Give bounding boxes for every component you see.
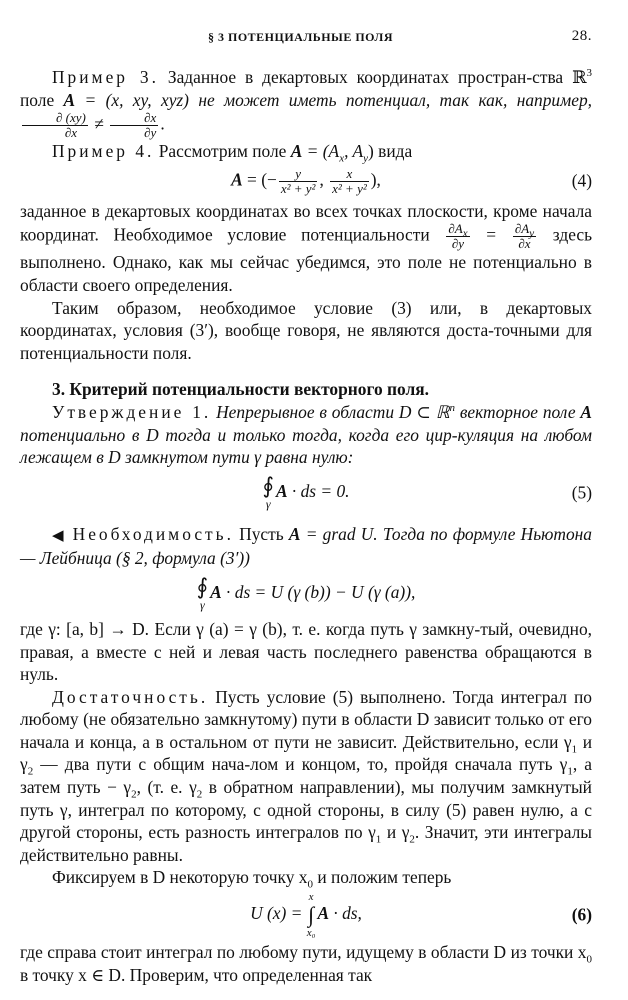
- final-text-a: где справа стоит интеграл по любому пути, идущему в области D из точки x: [20, 942, 587, 963]
- example-3-sup: 3: [586, 67, 593, 80]
- example-4-paragraph: [20, 140, 592, 163]
- sufficiency-text-g: и γ: [381, 822, 410, 843]
- gamma-sub: 2: [131, 788, 137, 801]
- section-3-heading: 3. Критерий потенциальности векторного поля.: [52, 379, 429, 400]
- fraction-denominator: ∂y: [451, 236, 465, 252]
- field-description-paragraph: [20, 200, 592, 297]
- fraction-denominator: ∂x: [518, 236, 531, 252]
- necessity-vector: A: [288, 523, 301, 544]
- equation-4-fraction-1: [279, 167, 318, 196]
- example-3-text-c: = (x, xy, xyz) не может иметь потенциал, так как, например,: [75, 89, 592, 110]
- statement-1-text-c: потенциально в D тогда и только тогда, когда его цир-куляция на любом лежащем в D замкнутом пути γ равна нулю:: [20, 424, 592, 468]
- example-4-text-c: , A: [344, 141, 364, 162]
- statement-1-sup: n: [449, 402, 455, 415]
- equation-4-lhs: A: [231, 169, 243, 190]
- running-head-title: § 3 ПОТЕНЦИАЛЬНЫЕ ПОЛЯ: [208, 30, 394, 44]
- sufficiency-paragraph: [20, 686, 592, 867]
- sufficiency-label: Достаточность.: [52, 686, 209, 707]
- example-3-text-b: поле: [20, 89, 64, 110]
- sufficiency-text-f: в обратном направлении), мы получим замкнутый путь γ, интеграл по которому, с одной стороны, в силу (5) равен нулю, а с другой стороны, есть разность интегралов по γ: [20, 777, 592, 843]
- gamma-sub: 1: [571, 743, 578, 756]
- final-text-b: в точку x ∈ D. Проверим, что определенная так: [20, 964, 373, 985]
- numerator-sub: y: [529, 227, 535, 240]
- gamma-sub: 1: [375, 833, 382, 846]
- example-3-fraction-1: [22, 111, 88, 140]
- integral-symbol: ∮: [196, 573, 209, 599]
- statement-1-label: Утверждение 1.: [52, 401, 212, 422]
- integral-symbol: ∮: [262, 472, 274, 498]
- example-3-text-a: Заданное в декартовых координатах простран-ства ℝ: [158, 67, 587, 87]
- sufficiency-text-b: и γ: [20, 731, 592, 775]
- integral-sign: [307, 891, 316, 939]
- sufficiency-text-h: . Значит, эти интегралы действительно равны.: [20, 822, 592, 865]
- sufficiency-text-a: Пусть условие (5) выполнено. Тогда интеграл по любому (не обязательно замкнутому) пути в области D зависит только от его начала и конца, а в остальном от пути не зависит. Действительно, если γ: [20, 686, 592, 752]
- sufficiency-text-e: , (т. е. γ: [136, 777, 197, 798]
- equation-4-comma: ,: [319, 169, 329, 190]
- example-4-text-d: ) вида: [367, 141, 413, 162]
- integral-subscript: γ: [265, 496, 271, 511]
- example-4-text-a: Рассмотрим поле: [154, 141, 291, 162]
- numerator-text: ∂A: [448, 221, 463, 237]
- equation-4-open: (−: [261, 169, 277, 190]
- field-description-text-b: здесь выполнено. Однако, как мы сейчас убедимся, это поле не потенциально в области своего определения.: [20, 224, 592, 295]
- fraction-denominator: ∂x: [64, 125, 78, 141]
- equation-5: [20, 472, 592, 511]
- contour-integral-sign: [196, 573, 209, 612]
- equation-4-eq: =: [242, 169, 262, 190]
- equation-4: [20, 167, 592, 196]
- not-equal-sign: ≠: [89, 113, 109, 134]
- closed-path-paragraph: где γ: [a, b] → D. Если γ (a) = γ (b), т. е. когда путь γ замкну-тый, очевидно, правая, а вместе с ней и левая часть последнего равенства обращаются в нуль.: [20, 618, 592, 685]
- proof-start-marker: ◀: [52, 527, 65, 544]
- equation-number: (4): [571, 170, 592, 191]
- fix-point-text-a: Фиксируем в D некоторую точку x: [52, 867, 308, 888]
- equation-number: (6): [571, 904, 592, 925]
- equation-4-close: ),: [370, 169, 381, 190]
- integral-lower-limit: x₀: [306, 927, 316, 940]
- fix-point-paragraph: [20, 866, 592, 889]
- newton-leibniz-body: · ds = U (γ (b)) − U (γ (a)),: [221, 581, 416, 602]
- fraction-numerator: y: [279, 167, 318, 182]
- page-body: [20, 66, 592, 986]
- gamma-sub: 2: [27, 765, 34, 778]
- equation-5-vector: A: [275, 480, 288, 501]
- fraction-denominator: ∂y: [144, 125, 157, 141]
- fix-point-text-b: и положим теперь: [312, 867, 452, 888]
- field-description-text-a: заданное в декартовых координатах во всех точках плоскости, кроме начала координат. Необходимое условие потенциальности: [20, 200, 592, 245]
- sufficiency-text-d: , а затем путь − γ: [20, 754, 592, 798]
- integral-symbol: ∫: [308, 902, 315, 928]
- newton-leibniz-equation: [20, 573, 592, 612]
- necessity-text-b: = grad U. Тогда по формуле Ньютона — Лейбница (§ 2, формула (3′)): [20, 523, 592, 569]
- example-3-fraction-2: [110, 111, 158, 140]
- fraction-numerator: x: [330, 167, 369, 182]
- fraction-denominator: x² + y²: [280, 180, 316, 196]
- newton-leibniz-vector: A: [210, 581, 222, 602]
- gamma-sub: 2: [409, 833, 415, 846]
- condition-eq: =: [471, 224, 511, 245]
- example-3-end: .: [160, 113, 165, 134]
- example-4-label: Пример 4.: [52, 141, 155, 162]
- fraction-numerator: [446, 221, 469, 240]
- statement-1-text-b: векторное поле: [454, 401, 581, 422]
- conclusion-paragraph: Таким образом, необходимое условие (3) или, в декартовых координатах, условия (3′), вообще говоря, не являются доста-точными для потенциальности поля.: [20, 297, 592, 363]
- example-4-vector: A: [290, 141, 303, 162]
- fraction-denominator: x² + y²: [332, 180, 367, 196]
- equation-6-vector: A: [317, 903, 330, 924]
- sufficiency-text-c: — два пути с общим нача-лом и концом, то, пройдя сначала путь γ: [33, 754, 568, 775]
- condition-fraction-2: [513, 222, 536, 251]
- integral-subscript: γ: [199, 597, 205, 612]
- fraction-numerator: ∂x: [110, 111, 158, 126]
- numerator-text: ∂A: [514, 221, 530, 237]
- example-3-paragraph: [20, 66, 592, 140]
- gamma-sub: 2: [196, 788, 203, 801]
- equation-6-body: · ds,: [329, 903, 362, 924]
- point-sub: 0: [307, 878, 313, 891]
- example-3-vector: A: [63, 89, 76, 110]
- equation-6-lhs: U (x) =: [250, 903, 307, 924]
- equation-6: [20, 891, 592, 939]
- condition-fraction-1: [446, 222, 469, 251]
- equation-4-fraction-2: [330, 167, 369, 196]
- final-paragraph: [20, 941, 592, 986]
- example-4-text-b: = (A: [302, 141, 340, 162]
- necessity-text-a: Пусть: [233, 523, 289, 544]
- numerator-sub: x: [462, 227, 468, 240]
- statement-1-paragraph: [20, 401, 592, 469]
- integral-upper-limit: x: [308, 891, 314, 904]
- contour-integral-sign: [262, 472, 274, 511]
- gamma-sub: 1: [567, 765, 573, 778]
- page-number: 28.: [571, 28, 592, 44]
- statement-1-text-a: Непрерывное в области D ⊂ ℝ: [211, 401, 450, 422]
- equation-5-body: · ds = 0.: [287, 480, 350, 501]
- statement-1-vector: A: [580, 401, 592, 422]
- necessity-paragraph: [20, 523, 592, 570]
- example-4-sub-y: y: [363, 152, 368, 165]
- example-4-sub-x: x: [339, 152, 345, 165]
- point-sub: 0: [586, 953, 592, 966]
- fraction-numerator: ∂ (xy): [22, 111, 88, 126]
- necessity-label: Необходимость.: [64, 523, 234, 544]
- example-3-label: Пример 3.: [52, 67, 159, 87]
- fraction-numerator: [513, 221, 536, 240]
- equation-number: (5): [571, 482, 592, 503]
